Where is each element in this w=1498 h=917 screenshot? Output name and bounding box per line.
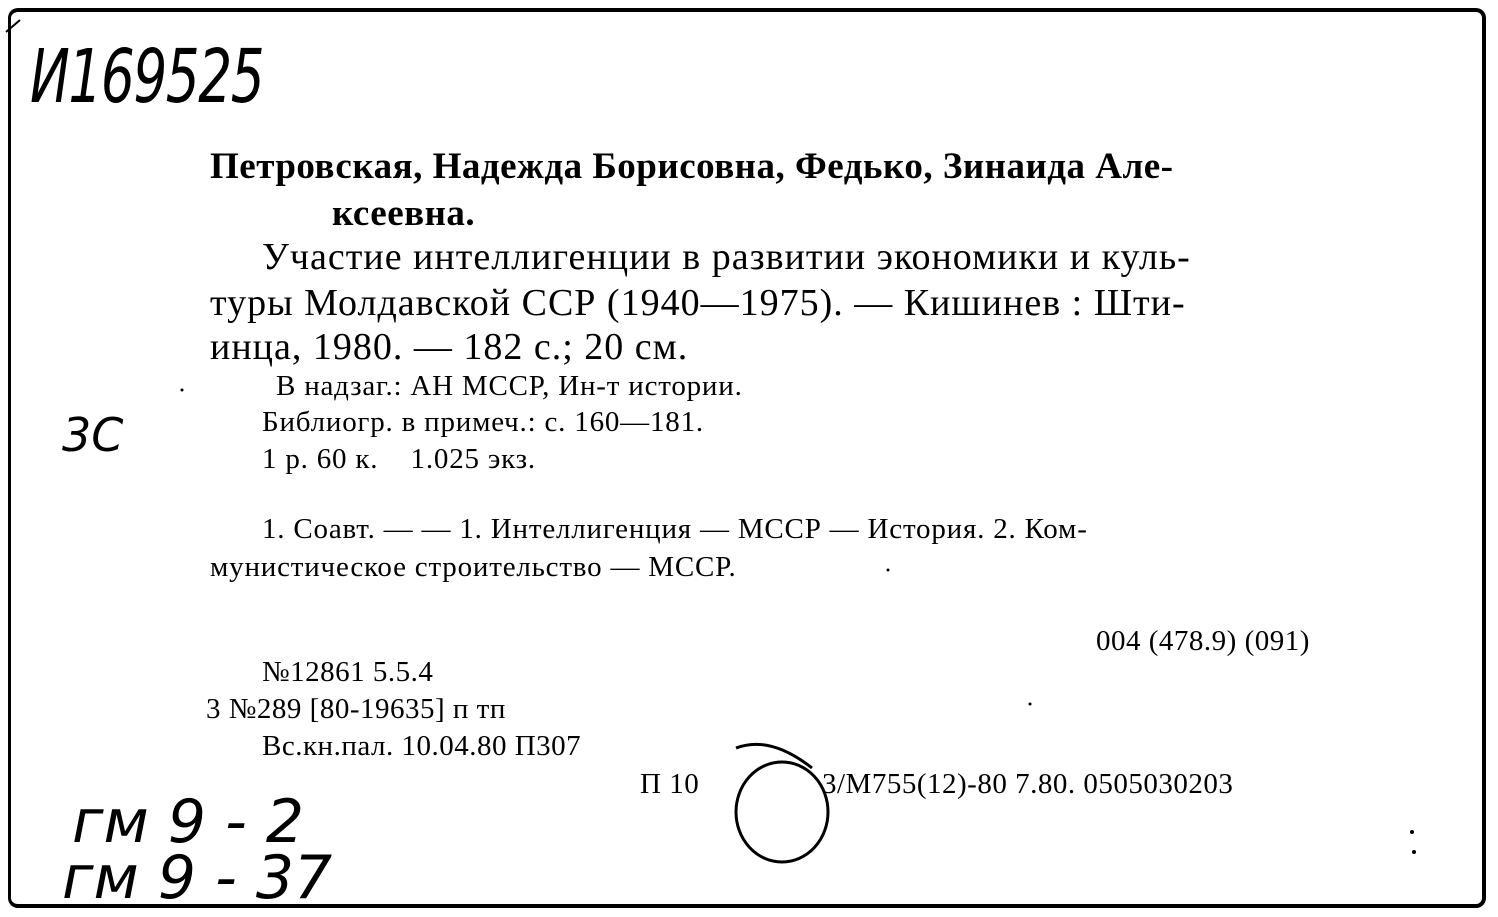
corner-tick [6,20,20,32]
index-code-right: 3/М755(12)-80 7.80. 0505030203 [822,768,1234,800]
handwritten-mark-2: гм 9 - 37 [62,843,333,913]
author-line-2: ксеевна. [332,193,476,234]
title-line-1: Участие интеллигенции в развитии экономики и куль- [262,236,1191,278]
order-number: №12861 5.5.4 [262,656,434,688]
margin-mark: 3С [62,408,124,462]
punch-hole-circle [736,762,828,862]
note-bibliography: Библиогр. в примеч.: с. 160—181. [262,406,704,438]
index-code-left: П 10 [640,768,700,800]
dust-dot-3 [1029,703,1032,706]
title-line-3: инца, 1980. — 182 с.; 20 см. [210,326,689,368]
dust-dot-4 [887,569,890,572]
print-code: 3 №289 [80-19635] п тп [206,693,506,725]
author-line-1: Петровская, Надежда Борисовна, Федько, Зинаида Але- [210,146,1174,187]
book-chamber: Вс.кн.пал. 10.04.80 П307 [262,730,582,762]
udc-code: 004 (478.9) (091) [1096,625,1310,657]
dust-dot-2 [1412,850,1416,854]
subjects-line-1: 1. Соавт. — — 1. Интеллигенция — МССР — История. 2. Ком- [262,513,1088,545]
dust-dot-5 [181,389,184,392]
title-line-2: туры Молдавской ССР (1940—1975). — Кишинев : Шти- [210,282,1186,324]
call-number: И169525 [30,34,264,120]
note-header: В надзаг.: АН МССР, Ин-т истории. [276,370,743,402]
handwritten-mark-1: гм 9 - 2 [72,787,305,857]
subjects-line-2: мунистическое строительство — МССР. [210,551,737,583]
price-line: 1 р. 60 к. 1.025 экз. [262,443,536,475]
dust-dot-1 [1410,830,1414,834]
